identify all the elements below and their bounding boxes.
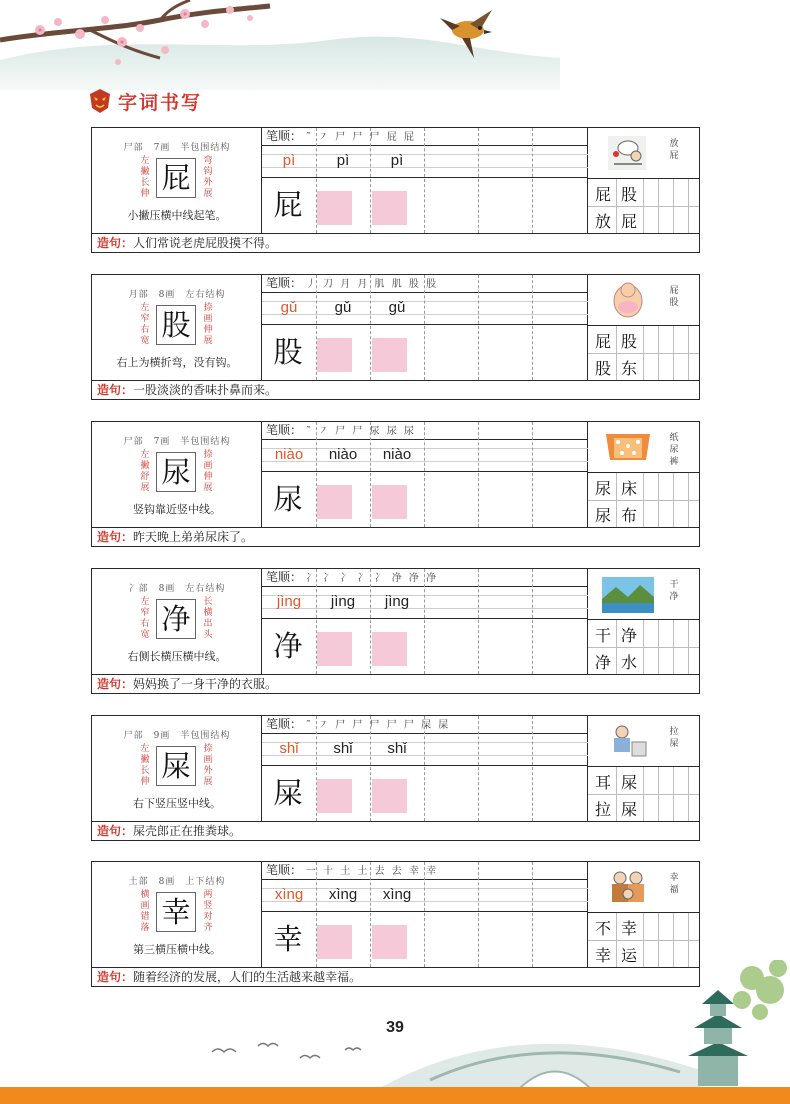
writing-hint-left: 横画错落: [140, 890, 150, 933]
word-char: 屁: [594, 185, 611, 204]
grid-divider: [532, 569, 533, 674]
word-grid: [588, 619, 699, 675]
model-character: 屁: [156, 158, 196, 198]
word-char: 放: [594, 212, 611, 231]
trace-box[interactable]: [317, 191, 352, 225]
pinyin-row: [262, 587, 588, 619]
grid-divider: [673, 767, 674, 822]
word-char: 屁: [620, 212, 637, 231]
grid-divider: [688, 473, 689, 528]
grid-divider: [424, 128, 425, 233]
word-char: 布: [620, 506, 637, 525]
pinyin-label: pì: [336, 152, 350, 169]
sentence-label: 造句：: [97, 383, 134, 397]
character-card: [91, 127, 700, 253]
grid-divider: [643, 620, 644, 675]
writing-hint-left: 左撇舒展: [140, 450, 150, 493]
sentence-label: 造句：: [97, 236, 134, 250]
word-char: 股: [620, 185, 637, 204]
grid-divider: [688, 620, 689, 675]
writing-hint-right: 捺画伸展: [203, 303, 213, 346]
example-sentence: [92, 380, 699, 399]
stroke-sequence: 丿 刀 月 月 肌 肌 股 股: [305, 279, 439, 290]
word-char: 股: [594, 359, 611, 378]
grid-divider: [424, 422, 425, 527]
example-sentence: [92, 527, 699, 546]
writing-note: 小撇压横中线起笔。: [127, 209, 227, 222]
example-sentence: [92, 821, 699, 840]
toilet-person-icon: [602, 722, 654, 760]
family-icon: [602, 868, 654, 906]
footer-bar: [0, 1087, 790, 1104]
landscape-icon: [602, 575, 654, 613]
radical-info: 土部 8画 上下结构: [128, 877, 226, 887]
pinyin-label: gǔ: [280, 299, 298, 316]
grid-divider: [658, 620, 659, 675]
pinyin-label: jìng: [330, 593, 356, 610]
character-card: [91, 421, 700, 547]
practice-panel: [262, 569, 588, 674]
image-caption: 纸尿裤: [669, 433, 679, 467]
grid-divider: [532, 422, 533, 527]
trace-box[interactable]: [317, 925, 352, 959]
word-char: 水: [620, 653, 637, 672]
practice-model-char: 股: [273, 335, 303, 369]
word-char: 屎: [620, 800, 637, 819]
character-card: [91, 568, 700, 694]
pinyin-label: niào: [382, 446, 412, 463]
model-character: 屎: [156, 746, 196, 786]
stroke-order: [262, 128, 588, 146]
stroke-order-label: 笔顺：: [266, 423, 303, 437]
radical-info: 尸部 9画 半包围结构: [123, 731, 231, 741]
trace-box[interactable]: [317, 779, 352, 813]
radical-info: 月部 8画 左右结构: [128, 290, 226, 300]
character-info-panel: [92, 862, 262, 967]
grid-divider: [478, 275, 479, 380]
section-title: 字词书写: [118, 92, 203, 114]
word-char: 净: [620, 626, 637, 645]
grid-divider: [478, 422, 479, 527]
word-char: 屁: [594, 332, 611, 351]
word-grid: [588, 766, 699, 822]
stroke-order: [262, 569, 588, 587]
word-char: 不: [594, 919, 611, 938]
vocab-panel: [588, 275, 699, 380]
grid-divider: [424, 275, 425, 380]
grid-divider: [643, 179, 644, 234]
grid-divider: [643, 473, 644, 528]
writing-note: 右上为横折弯，没有钩。: [116, 356, 238, 369]
image-caption: 屁股: [669, 286, 679, 308]
pinyin-label: shǐ: [279, 740, 299, 757]
example-sentence: [92, 233, 699, 252]
writing-hint-right: 捺画伸展: [203, 450, 213, 493]
character-card: [91, 715, 700, 841]
trace-box[interactable]: [372, 779, 407, 813]
grid-divider: [424, 569, 425, 674]
pinyin-label: pì: [282, 152, 296, 169]
example-sentence: [92, 674, 699, 693]
grid-divider: [370, 275, 371, 380]
bridge-pagoda-scenery: [0, 960, 790, 1090]
character-card: [91, 274, 700, 400]
word-char: 干: [594, 626, 611, 645]
grid-divider: [532, 862, 533, 967]
grid-divider: [478, 716, 479, 821]
practice-panel: [262, 422, 588, 527]
vocab-panel: [588, 422, 699, 527]
radical-info: 尸部 7画 半包围结构: [123, 437, 231, 447]
stroke-order-label: 笔顺：: [266, 717, 303, 731]
trace-box[interactable]: [372, 485, 407, 519]
grid-divider: [673, 326, 674, 381]
pinyin-row: [262, 146, 588, 178]
image-caption: 拉屎: [669, 727, 679, 749]
model-character: 幸: [156, 892, 196, 932]
sentence-text: 随着经济的发展，人们的生活越来越幸福。: [133, 970, 362, 984]
pinyin-label: xìng: [274, 886, 304, 903]
grid-divider: [658, 179, 659, 234]
stroke-order-label: 笔顺：: [266, 863, 303, 877]
blossom-branch-banner: [0, 0, 790, 90]
stroke-order: [262, 275, 588, 293]
grid-divider: [673, 179, 674, 234]
writing-note: 竖钩靠近竖中线。: [133, 503, 221, 516]
vocab-panel: [588, 569, 699, 674]
grid-divider: [688, 767, 689, 822]
grid-divider: [370, 716, 371, 821]
image-caption: 干净: [669, 580, 679, 602]
trace-box[interactable]: [372, 338, 407, 372]
grid-divider: [424, 716, 425, 821]
pinyin-row: [262, 440, 588, 472]
pinyin-label: pì: [390, 152, 404, 169]
stroke-order: [262, 422, 588, 440]
sentence-label: 造句：: [97, 970, 134, 984]
grid-divider: [643, 767, 644, 822]
section-header: [88, 86, 202, 116]
character-info-panel: [92, 422, 262, 527]
trace-box[interactable]: [317, 632, 352, 666]
stroke-order: [262, 862, 588, 880]
character-info-panel: [92, 275, 262, 380]
mask-emblem-icon: [88, 88, 112, 114]
practice-model-char: 净: [273, 629, 303, 663]
stroke-sequence: ˜ ㇇ 尸 尸 尸 屁 屁: [305, 132, 416, 143]
stroke-sequence: 一 十 土 土 去 去 幸 幸: [305, 866, 439, 877]
writing-note: 右下竖压竖中线。: [133, 797, 221, 810]
word-char: 运: [620, 946, 637, 965]
person-hunched-icon: [602, 134, 654, 172]
model-character: 尿: [156, 452, 196, 492]
stroke-sequence: 冫 冫 冫 冫 冫 净 净 净: [305, 573, 439, 584]
practice-model-char: 屁: [273, 188, 303, 222]
practice-panel: [262, 862, 588, 967]
model-character: 净: [156, 599, 196, 639]
grid-divider: [688, 179, 689, 234]
writing-hint-right: 长横出头: [203, 597, 213, 640]
word-char: 股: [620, 332, 637, 351]
stroke-sequence: ˜ ㇇ 尸 尸 尸 尸 尸 屎 屎: [305, 720, 451, 731]
pinyin-label: shǐ: [333, 740, 353, 757]
pinyin-label: xìng: [328, 886, 358, 903]
stroke-order-label: 笔顺：: [266, 129, 303, 143]
pinyin-label: niào: [328, 446, 358, 463]
trace-box[interactable]: [372, 632, 407, 666]
pinyin-row: [262, 734, 588, 766]
sentence-label: 造句：: [97, 824, 134, 838]
pinyin-label: shǐ: [387, 740, 407, 757]
grid-divider: [643, 326, 644, 381]
grid-divider: [658, 326, 659, 381]
image-caption: 放屁: [669, 139, 679, 161]
word-char: 幸: [620, 919, 637, 938]
sentence-label: 造句：: [97, 677, 134, 691]
character-info-panel: [92, 128, 262, 233]
pinyin-label: gǔ: [334, 299, 352, 316]
practice-panel: [262, 716, 588, 821]
sentence-text: 屎壳郎正在推粪球。: [133, 824, 242, 838]
sentence-text: 人们常说老虎屁股摸不得。: [133, 236, 278, 250]
writing-hint-left: 左窄右宽: [140, 303, 150, 346]
word-char: 耳: [594, 773, 611, 792]
trace-box[interactable]: [372, 925, 407, 959]
baby-icon: [602, 281, 654, 319]
sentence-label: 造句：: [97, 530, 134, 544]
practice-model-char: 屎: [273, 776, 303, 810]
writing-hint-right: 捺画外展: [203, 744, 213, 787]
word-char: 屎: [620, 773, 637, 792]
model-character: 股: [156, 305, 196, 345]
grid-divider: [532, 716, 533, 821]
vocab-panel: [588, 128, 699, 233]
grid-divider: [370, 422, 371, 527]
writing-hint-left: 左撇长伸: [140, 744, 150, 787]
character-info-panel: [92, 716, 262, 821]
grid-divider: [370, 128, 371, 233]
grid-divider: [478, 862, 479, 967]
word-grid: [588, 325, 699, 381]
writing-hint-right: 弯钩外展: [203, 156, 213, 199]
pinyin-label: gǔ: [388, 299, 406, 316]
character-info-panel: [92, 569, 262, 674]
stroke-order: [262, 716, 588, 734]
sentence-text: 一股淡淡的香味扑鼻而来。: [133, 383, 278, 397]
grid-divider: [424, 862, 425, 967]
stroke-order-label: 笔顺：: [266, 276, 303, 290]
practice-panel: [262, 128, 588, 233]
pinyin-label: niào: [274, 446, 304, 463]
grid-divider: [370, 862, 371, 967]
sentence-text: 妈妈换了一身干净的衣服。: [133, 677, 278, 691]
practice-model-char: 幸: [273, 922, 303, 956]
pinyin-row: [262, 880, 588, 912]
grid-divider: [532, 128, 533, 233]
practice-model-char: 尿: [273, 482, 303, 516]
writing-hint-left: 左窄右宽: [140, 597, 150, 640]
pinyin-label: jìng: [276, 593, 302, 610]
practice-panel: [262, 275, 588, 380]
word-char: 幸: [594, 946, 611, 965]
word-char: 尿: [594, 479, 611, 498]
word-grid: [588, 472, 699, 528]
grid-divider: [658, 767, 659, 822]
stroke-order-label: 笔顺：: [266, 570, 303, 584]
grid-divider: [673, 620, 674, 675]
grid-divider: [478, 569, 479, 674]
image-caption: 幸福: [669, 873, 679, 895]
pinyin-label: xìng: [382, 886, 412, 903]
word-char: 净: [594, 653, 611, 672]
trace-box[interactable]: [317, 338, 352, 372]
word-char: 尿: [594, 506, 611, 525]
writing-note: 右侧长横压横中线。: [127, 650, 227, 663]
radical-info: 冫部 8画 左右结构: [128, 584, 226, 594]
stroke-sequence: ˜ ㇇ 尸 尸 尿 尿 尿: [305, 426, 416, 437]
word-char: 东: [620, 359, 637, 378]
word-grid: [588, 178, 699, 234]
diaper-icon: [602, 428, 654, 466]
grid-divider: [658, 473, 659, 528]
writing-hint-right: 两竖对齐: [203, 890, 213, 933]
word-char: 床: [620, 479, 637, 498]
trace-box[interactable]: [372, 191, 407, 225]
radical-info: 尸部 7画 半包围结构: [123, 143, 231, 153]
pinyin-label: jìng: [384, 593, 410, 610]
grid-divider: [532, 275, 533, 380]
page-number: 39: [386, 1019, 404, 1036]
sentence-text: 昨天晚上弟弟尿床了。: [133, 530, 254, 544]
grid-divider: [688, 326, 689, 381]
writing-note: 第三横压横中线。: [133, 943, 221, 956]
grid-divider: [478, 128, 479, 233]
trace-box[interactable]: [317, 485, 352, 519]
writing-hint-left: 左撇长伸: [140, 156, 150, 199]
vocab-panel: [588, 862, 699, 967]
vocab-panel: [588, 716, 699, 821]
pinyin-row: [262, 293, 588, 325]
grid-divider: [370, 569, 371, 674]
grid-divider: [673, 473, 674, 528]
word-char: 拉: [594, 800, 611, 819]
